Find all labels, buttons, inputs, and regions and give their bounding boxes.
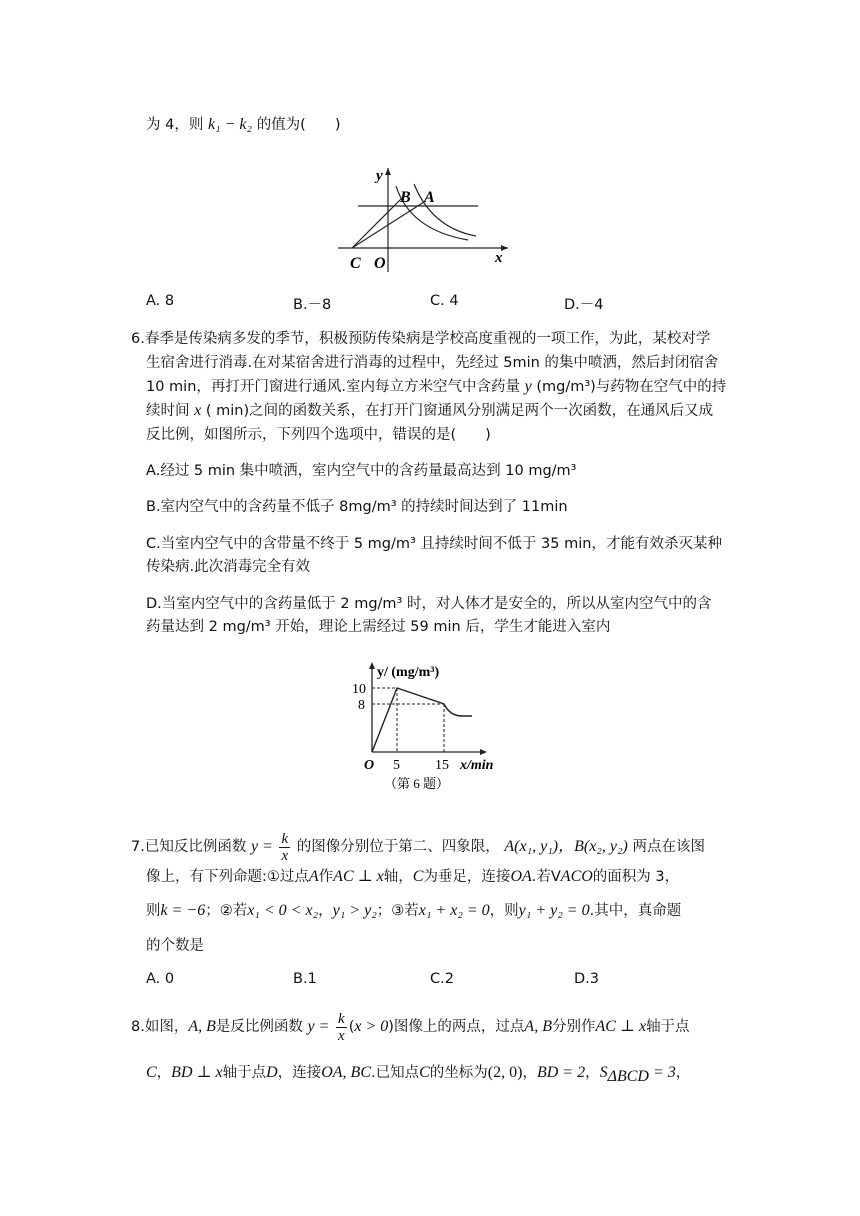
text-fragment: k = −6: [160, 902, 206, 919]
text-fragment: 的面积为 3，: [592, 869, 680, 885]
text-fragment: C: [419, 1064, 430, 1081]
text-fragment: ，: [585, 1065, 600, 1081]
text-fragment: 的值为( ): [256, 117, 341, 133]
text-fragment: .已知点: [371, 1065, 420, 1081]
text-fragment: 为 4，则: [146, 117, 204, 133]
text-fragment: = 3: [648, 1064, 676, 1081]
text-fragment: BD = 2: [536, 1064, 586, 1081]
text-fragment: 像上，有下列命题:①过点: [146, 869, 309, 885]
q7-line-4: 的个数是: [146, 938, 204, 954]
q6-y-label: y/ (mg/m³): [377, 665, 440, 680]
text-fragment: (2, 0): [487, 1064, 523, 1081]
text-fragment: OA, BC: [321, 1064, 371, 1081]
q5-label-x: x: [495, 250, 503, 266]
text-fragment: x: [281, 847, 289, 864]
q8-fraction: [336, 1011, 347, 1044]
text-fragment: x: [338, 1027, 345, 1044]
text-fragment: ，: [675, 1065, 691, 1081]
q5-options: [146, 293, 786, 313]
text-fragment: x₁ < 0 < x₂: [247, 902, 319, 919]
q6-option-c-line-2: 传染病.此次消毒完全有效: [146, 559, 311, 575]
text-fragment: 两点在该图: [632, 839, 705, 855]
text-fragment: y₁ > y₂: [332, 902, 377, 919]
q6-origin: O: [364, 758, 375, 773]
q6-ytick-8: 8: [358, 698, 365, 713]
q6-option-a: A.经过 5 min 集中喷洒，室内空气中的含药量最高达到 10 mg/m³: [146, 463, 577, 479]
q7-fraction: [279, 831, 290, 864]
q6-line-1: 6.春季是传染病多发的季节，积极预防传染病是学校高度重视的一项工作，为此，某校对学: [131, 331, 711, 347]
q6-xtick-15: 15: [435, 758, 449, 773]
text-fragment: ，: [522, 1065, 537, 1081]
text-fragment: A: [308, 868, 319, 885]
text-fragment: 分别作: [551, 1019, 596, 1035]
q8-line-1: [131, 1009, 690, 1045]
text-fragment: 作: [318, 869, 334, 885]
text-fragment: 为垂足，连接: [423, 869, 511, 885]
q5-label-A: A: [424, 189, 435, 206]
q5-option-b: B.－8: [293, 297, 332, 313]
q5-label-O: O: [374, 255, 386, 272]
q6-option-c-line-1: C.当室内空气中的含带量不终于 5 mg/m³ 且持续时间不低于 35 min，才能有效杀灭某种: [146, 536, 722, 552]
q5-label-B: B: [400, 189, 411, 206]
text-fragment: x: [194, 402, 202, 419]
text-fragment: y =: [250, 838, 273, 855]
text-fragment: 是反比例函数: [215, 1019, 303, 1035]
q7-option-a: A. 0: [146, 971, 175, 987]
text-fragment: A, B: [188, 1018, 216, 1035]
q6-option-b: B.室内空气中的含药量不低子 8mg/m³ 的持续时间达到了 11min: [146, 499, 568, 515]
q8-line-2: [146, 1063, 690, 1087]
text-fragment: 续时间: [146, 403, 190, 419]
text-fragment: C: [146, 1064, 157, 1081]
text-fragment: 轴，: [383, 869, 413, 885]
text-fragment: C: [412, 868, 424, 885]
text-fragment: 7.已知反比例函数: [131, 839, 247, 855]
text-fragment: A, B: [524, 1018, 552, 1035]
q6-line-4: [146, 401, 713, 421]
q7-option-c: C.2: [430, 971, 454, 987]
text-fragment: 的图像分别位于第二、四象限，: [296, 839, 500, 855]
text-fragment: ACO: [560, 868, 593, 885]
q6-line-3: [146, 377, 726, 397]
q6-line-2: 生宿舍进行消毒.在对某宿舍进行消毒的过程中，先经过 5min 的集中喷洒，然后封闭宿舍: [146, 355, 719, 371]
text-fragment: k: [281, 830, 289, 847]
text-fragment: ，则: [489, 903, 519, 919]
text-fragment: (mg/m³)与药物在空气中的持: [536, 379, 727, 395]
q6-x-label: x/min: [460, 758, 494, 773]
q5-label-C: C: [350, 255, 361, 272]
text-fragment: y₁ + y₂ = 0: [518, 902, 590, 919]
q5-option-c: C. 4: [430, 293, 459, 309]
q6-xtick-5: 5: [393, 758, 400, 773]
text-fragment: 的坐标为: [429, 1065, 488, 1081]
text-fragment: .若V: [531, 869, 561, 885]
text-fragment: OA: [510, 868, 532, 885]
text-fragment: ；②若: [205, 903, 248, 919]
text-fragment: ，: [318, 903, 333, 919]
q6-figure: [350, 656, 520, 796]
q6-caption: （第 6 题）: [384, 776, 450, 791]
q7-line-3: [146, 901, 681, 921]
text-fragment: x₁ + x₂ = 0: [418, 902, 490, 919]
q5-figure: [330, 160, 515, 275]
text-fragment: )图像上的两点，过点: [388, 1019, 525, 1035]
q6-option-d-line-1: D.当室内空气中的含药量低于 2 mg/m³ 时，对人体才是安全的，所以从室内空气中的含: [146, 596, 712, 612]
text-fragment: D: [266, 1064, 278, 1081]
q7-line-2: [146, 867, 679, 887]
text-fragment: 轴于点: [222, 1065, 267, 1081]
q7-option-d: D.3: [574, 971, 599, 987]
q5-expression: k₁ − k₂: [207, 116, 253, 133]
text-fragment: 则: [146, 903, 161, 919]
text-fragment: ；③若: [376, 903, 419, 919]
text-fragment: 轴于点: [646, 1019, 690, 1035]
text-fragment: S: [599, 1064, 608, 1081]
text-fragment: AC ⊥ x: [595, 1018, 647, 1035]
text-fragment: .其中，真命题: [589, 903, 682, 919]
q5-label-y: y: [376, 168, 383, 184]
q7-options: [146, 971, 786, 991]
text-fragment: ( min)之间的函数关系，在打开门窗通风分别满足两个一次函数，在通风后又成: [205, 403, 714, 419]
q5-option-d: D.－4: [564, 297, 604, 313]
q6-ytick-10: 10: [352, 682, 366, 697]
text-fragment: y =: [307, 1018, 330, 1035]
q7-option-b: B.1: [293, 971, 317, 987]
text-fragment: y: [524, 378, 532, 395]
text-fragment: 8.如图，: [131, 1019, 189, 1035]
text-fragment: BD ⊥ x: [171, 1064, 223, 1081]
q6-curve: [372, 688, 472, 752]
text-fragment: 10 min，再打开门窗进行通风.室内每立方米空气中含药量: [146, 379, 521, 395]
q5-stem: [146, 115, 341, 135]
text-fragment: A(x₁, y₁)，B(x₂, y₂): [504, 838, 628, 855]
text-fragment: ΔBCD: [607, 1067, 649, 1085]
text-fragment: k: [338, 1010, 345, 1027]
text-fragment: AC ⊥ x: [333, 868, 384, 885]
text-fragment: ，连接: [277, 1065, 322, 1081]
text-fragment: x > 0: [354, 1018, 389, 1035]
q6-option-d-line-2: 药量达到 2 mg/m³ 开始，理论上需经过 59 min 后，学生才能进入室内: [146, 619, 611, 635]
text-fragment: (: [348, 1019, 355, 1035]
q6-line-5: 反比例，如图所示，下列四个选项中，错误的是( ): [146, 427, 491, 443]
text-fragment: ，: [156, 1065, 172, 1081]
q7-line-1: [131, 829, 705, 865]
q5-option-a: A. 8: [146, 293, 175, 309]
